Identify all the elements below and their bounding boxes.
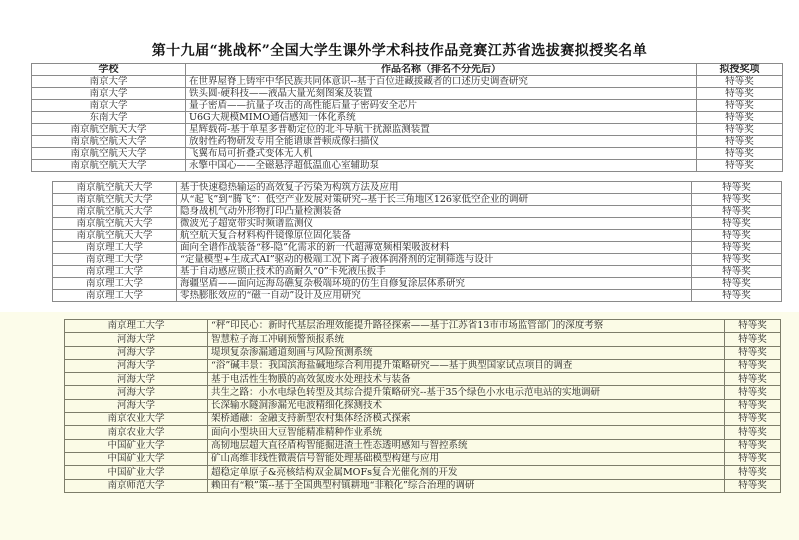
school-cell: 河海大学	[65, 373, 208, 386]
work-name-cell: 量子密盾——抗量子攻击的高性能后量子密码安全芯片	[186, 100, 697, 112]
work-name-cell: 海疆坚盾——面向远海岛礁复杂极端环境的仿生自修复涂层体系研究	[177, 278, 692, 290]
table-row	[65, 479, 781, 492]
award-cell: 特等奖	[725, 452, 781, 465]
table-row	[65, 386, 781, 399]
school-cell: 南京理工大学	[53, 290, 177, 302]
award-cell: 特等奖	[697, 160, 783, 172]
work-name-cell: 智慧粒子海工冲刷预警预报系统	[208, 333, 725, 346]
school-cell: 南京大学	[32, 76, 186, 88]
school-cell: 南京农业大学	[65, 413, 208, 426]
school-cell: 南京理工大学	[53, 242, 177, 254]
school-cell: 南京航空航天大学	[53, 194, 177, 206]
school-cell: 南京理工大学	[65, 320, 208, 333]
school-cell: 河海大学	[65, 333, 208, 346]
work-name-cell: “定量模型+生成式AI”驱动的极端工况下离子液体润滑剂的定制筛选与设计	[177, 254, 692, 266]
school-cell: 南京师范大学	[65, 479, 208, 492]
table-row	[65, 320, 781, 333]
award-cell: 特等奖	[725, 466, 781, 479]
table-row	[53, 230, 782, 242]
table-row	[53, 182, 782, 194]
work-name-cell: 铁头圆·硬科技——液晶大量光刻图案及装置	[186, 88, 697, 100]
award-table-segment-1	[31, 63, 782, 172]
school-cell: 河海大学	[65, 346, 208, 359]
work-name-cell: 矿山高维非线性微震信号智能处理基础模型构建与应用	[208, 452, 725, 465]
table-row	[65, 373, 781, 386]
school-cell: 南京航空航天大学	[53, 182, 177, 194]
award-cell: 特等奖	[692, 206, 782, 218]
work-name-cell: 航空航天复合材料构件镜像原位固化装备	[177, 230, 692, 242]
work-name-cell: 从“起飞”到“腾飞”：低空产业发展对策研究--基于长三角地区126家低空企业的调研	[177, 194, 692, 206]
school-cell: 南京理工大学	[53, 254, 177, 266]
table-row	[32, 100, 783, 112]
table-row	[32, 112, 783, 124]
table-row	[65, 466, 781, 479]
award-cell: 特等奖	[725, 346, 781, 359]
work-name-cell: 面向小型块田大豆智能精准精种作业系统	[208, 426, 725, 439]
school-cell: 中国矿业大学	[65, 452, 208, 465]
header-school: 学校	[32, 64, 186, 76]
award-cell: 特等奖	[725, 399, 781, 412]
header-award: 拟授奖项	[697, 64, 783, 76]
work-name-cell: 微波光子超宽带实时频谱监测仪	[177, 218, 692, 230]
school-cell: 河海大学	[65, 386, 208, 399]
award-cell: 特等奖	[697, 88, 783, 100]
work-name-cell: “秤”印民心：新时代基层治理效能提升路径探索——基于江苏省13市市场监管部门的深度考察	[208, 320, 725, 333]
work-name-cell: 面向全谱作战装备“移-隐”化需求的新一代超薄宽频相架吸波材料	[177, 242, 692, 254]
award-cell: 特等奖	[697, 112, 783, 124]
table-row	[53, 266, 782, 278]
work-name-cell: 永擎中国心——全磁悬浮超低温血心室辅助泵	[186, 160, 697, 172]
school-cell: 南京航空航天大学	[53, 206, 177, 218]
work-name-cell: 放射性药物研发专用全能谱康普顿成像扫描仪	[186, 136, 697, 148]
table-row	[53, 242, 782, 254]
school-cell: 中国矿业大学	[65, 439, 208, 452]
table-row	[32, 124, 783, 136]
table-row	[53, 290, 782, 302]
award-cell: 特等奖	[725, 479, 781, 492]
school-cell: 河海大学	[65, 399, 208, 412]
work-name-cell: 基于电活性生物膜的高效氮废水处理技术与装备	[208, 373, 725, 386]
school-cell: 南京航空航天大学	[32, 136, 186, 148]
work-name-cell: 星辉载荷-基于单星多普勒定位的北斗导航干扰源监测装置	[186, 124, 697, 136]
header-work: 作品名称（排名不分先后）	[186, 64, 697, 76]
table-row	[53, 218, 782, 230]
work-name-cell: 长深输水隧洞渗漏光电波精细化探测技术	[208, 399, 725, 412]
school-cell: 东南大学	[32, 112, 186, 124]
award-cell: 特等奖	[697, 136, 783, 148]
school-cell: 南京大学	[32, 100, 186, 112]
work-name-cell: 堤坝复杂渗漏通道刻画与风险预测系统	[208, 346, 725, 359]
table-row	[65, 399, 781, 412]
school-cell: 河海大学	[65, 359, 208, 372]
award-cell: 特等奖	[697, 124, 783, 136]
school-cell: 南京农业大学	[65, 426, 208, 439]
work-name-cell: 基于自动感应锁止技术的高耐久“0”卡死液压扳手	[177, 266, 692, 278]
award-cell: 特等奖	[692, 218, 782, 230]
table-row	[53, 206, 782, 218]
award-table-segment-2	[52, 181, 781, 302]
document-title: 第十九届“挑战杯”全国大学生课外学术科技作品竞赛江苏省选拔赛拟授奖名单	[151, 43, 648, 59]
award-cell: 特等奖	[725, 359, 781, 372]
work-name-cell: 赖田有“粮”策--基于全国典型村镇耕地“非粮化”综合治理的调研	[208, 479, 725, 492]
school-cell: 中国矿业大学	[65, 466, 208, 479]
school-cell: 南京航空航天大学	[32, 160, 186, 172]
school-cell: 南京航空航天大学	[53, 218, 177, 230]
award-cell: 特等奖	[725, 320, 781, 333]
award-cell: 特等奖	[725, 333, 781, 346]
table-row	[65, 452, 781, 465]
work-name-cell: 架桥通融：金融支持新型农村集体经济模式探索	[208, 413, 725, 426]
award-cell: 特等奖	[725, 386, 781, 399]
table-row	[32, 148, 783, 160]
table-row	[65, 359, 781, 372]
award-cell: 特等奖	[692, 290, 782, 302]
award-cell: 特等奖	[692, 254, 782, 266]
school-cell: 南京航空航天大学	[53, 230, 177, 242]
table-row	[32, 136, 783, 148]
table-row	[65, 346, 781, 359]
work-name-cell: 零热膨胀效应的“磁一自动”设计及应用研究	[177, 290, 692, 302]
work-name-cell: U6G大规模MIMO通信感知一体化系统	[186, 112, 697, 124]
award-cell: 特等奖	[692, 266, 782, 278]
award-cell: 特等奖	[725, 439, 781, 452]
table-row	[32, 160, 783, 172]
table-row	[53, 254, 782, 266]
table-row	[65, 439, 781, 452]
work-name-cell: 超稳定单原子&亮核结构双金属MOFs复合光催化剂的开发	[208, 466, 725, 479]
table-row	[65, 413, 781, 426]
work-name-cell: 共生之路：小水电绿色转型及其综合提升策略研究--基于35个绿色小水电示范电站的实地调研	[208, 386, 725, 399]
award-cell: 特等奖	[725, 373, 781, 386]
award-table-segment-3	[64, 319, 780, 493]
award-cell: 特等奖	[697, 148, 783, 160]
table-row	[53, 194, 782, 206]
table-row	[32, 76, 783, 88]
work-name-cell: 基于快速稳热输运的高效复子污染为构筑方法及应用	[177, 182, 692, 194]
award-cell: 特等奖	[692, 242, 782, 254]
award-cell: 特等奖	[692, 278, 782, 290]
work-name-cell: 飞翼布局可折叠式变体无人机	[186, 148, 697, 160]
award-cell: 特等奖	[725, 413, 781, 426]
table-row	[32, 88, 783, 100]
work-name-cell: “浴”碱丰景：我国滨海盐碱地综合利用提升策略研究——基于典型国家试点项目的调查	[208, 359, 725, 372]
school-cell: 南京航空航天大学	[32, 124, 186, 136]
table-row	[53, 278, 782, 290]
school-cell: 南京大学	[32, 88, 186, 100]
table-row	[65, 333, 781, 346]
table-row	[65, 426, 781, 439]
school-cell: 南京理工大学	[53, 266, 177, 278]
award-cell: 特等奖	[697, 76, 783, 88]
work-name-cell: 在世界屋脊上铸牢中华民族共同体意识--基于百位进藏援藏者的口述历史调查研究	[186, 76, 697, 88]
school-cell: 南京航空航天大学	[32, 148, 186, 160]
table-header-row	[32, 64, 783, 76]
award-cell: 特等奖	[692, 194, 782, 206]
award-cell: 特等奖	[692, 230, 782, 242]
award-cell: 特等奖	[725, 426, 781, 439]
award-cell: 特等奖	[697, 100, 783, 112]
school-cell: 南京理工大学	[53, 278, 177, 290]
work-name-cell: 高韧地层超大直径盾构智能掘进渣土性态透明感知与智控系统	[208, 439, 725, 452]
award-cell: 特等奖	[692, 182, 782, 194]
work-name-cell: 隐身战机气动外形物打印凸量检测装备	[177, 206, 692, 218]
